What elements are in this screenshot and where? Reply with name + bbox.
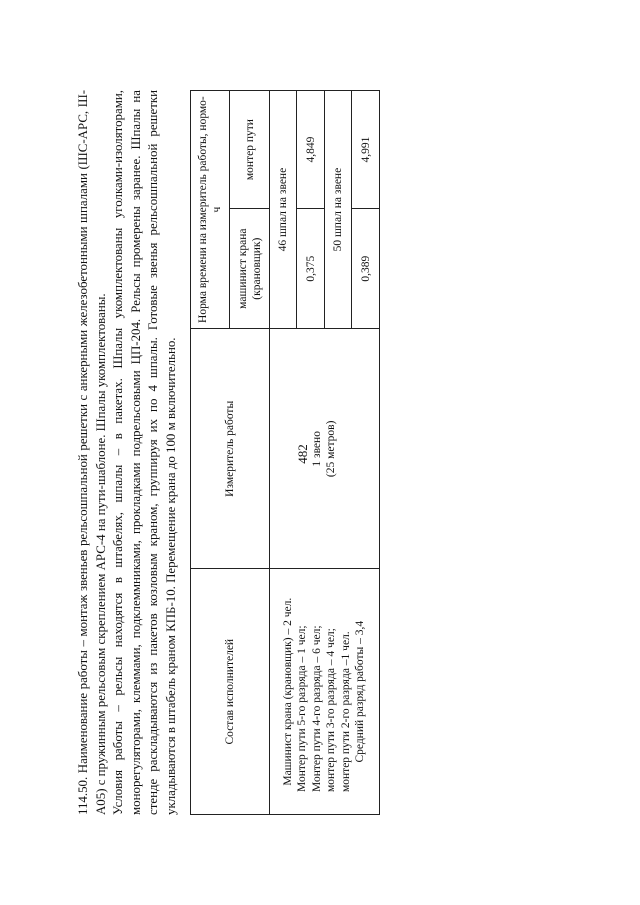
meter-length: (25 метров) <box>325 420 338 478</box>
norm-crane-value: 0,375 <box>297 209 325 329</box>
rotated-page-content <box>75 90 380 815</box>
meter-unit: 1 звено <box>311 431 324 467</box>
crew-composition <box>269 569 379 815</box>
section-title: 114.50. Наименование работы – монтаж звеньев рельсошпальной решетки с анкерными железобетонными шпалами (ШС-АРС, Ш-А05) с пружинным рельсовым скреплением АРС-4 на пути-шаблоне. Шпалы укомплектованы. <box>76 90 108 815</box>
crew-line: монтер пути 3-го разряда – 4 чел; <box>325 628 338 792</box>
crew-line: Машинист крана (крановщик) – 2 чел. <box>281 597 294 786</box>
header-track-worker: монтер пути <box>230 91 269 209</box>
group-label: 46 шпал на звене <box>269 91 297 329</box>
page-number: 482 <box>295 444 310 464</box>
norm-crane-value: 0,389 <box>352 209 380 329</box>
work-meter <box>269 329 379 569</box>
crew-line: Монтер пути 4-го разряда – 6 чел; <box>310 625 323 792</box>
crew-line: Монтер пути 5-го разряда – 1 чел; <box>296 625 309 792</box>
header-crane-operator: машинист крана (крановщик) <box>230 209 269 329</box>
header-meter: Измеритель работы <box>191 329 270 569</box>
section-text <box>75 90 181 815</box>
header-crew: Состав исполнителей <box>191 569 270 815</box>
norm-track-value: 4,991 <box>352 91 380 209</box>
header-norm: Норма времени на измеритель работы, нормо-ч <box>191 91 230 329</box>
group-label: 50 шпал на звене <box>324 91 352 329</box>
work-conditions: Условия работы – рельсы находятся в штабелях, шпалы – в пакетах. Шпалы укомплектованы уголками-изоляторами, монорегуляторами, клеммами, подклеммниками, прокладками подрельсовыми ЦП-204. Рельсы промерены заранее. Шпалы на стенде раскладываются из пакетов козловым краном, группируя их по 4 шпалы. Готовые звенья рельсошпальной решетки укладываются в штабель краном КПБ-10. Перемещение крана до 100 м включительно. <box>111 90 178 815</box>
norm-track-value: 4,849 <box>297 91 325 209</box>
norm-table <box>190 90 380 815</box>
crew-line: монтер пути 2-го разряда –1 чел. <box>339 631 352 792</box>
crew-line: Средний разряд работы – 3,4 <box>354 620 367 763</box>
